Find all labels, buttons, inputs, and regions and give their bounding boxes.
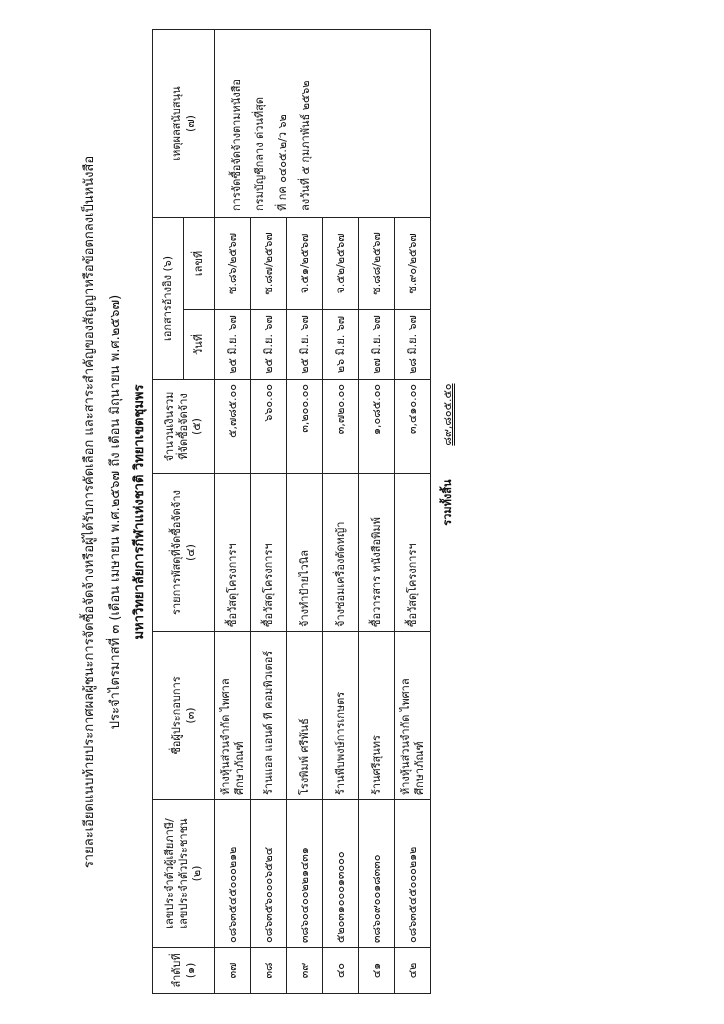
cell-ref-no: ซ.๘๖/๒๕๖๗ (215, 218, 251, 310)
cell-ref-no: ซ.๘๘/๒๕๖๗ (359, 218, 395, 310)
cell-taxid: ๐๘๖๓๕๔๕๐๐๐๒๑๒ (215, 800, 251, 948)
cell-amount: ๕,๗๘๕.๐๐ (215, 380, 251, 474)
col-header-amount: จำนวนเงินรวม ที่จัดซื้อจัดจ้าง (๕) (153, 380, 215, 474)
col-header-vendor: ชื่อผู้ประกอบการ (๓) (153, 632, 215, 800)
col-header-ref-date: วันที่ (184, 310, 215, 380)
cell-vendor: ห้างหุ้นส่วนจำกัด ไพศาลศึกษาภัณฑ์ (215, 632, 251, 800)
cell-ref-date: ๒๖ มิ.ย. ๖๗ (323, 310, 359, 380)
col-header-items: รายการพัสดุที่จัดซื้อจัดจ้าง (๔) (153, 474, 215, 632)
cell-taxid: ๕๒๐๓๑๐๐๐๑๓๐๐๐ (323, 800, 359, 948)
cell-vendor: โรงพิมพ์ ศรีพันธ์ (287, 632, 323, 800)
cell-reason (215, 30, 431, 218)
cell-ref-date: ๒๗ มิ.ย. ๖๗ (359, 310, 395, 380)
cell-seq: ๓๗ (215, 948, 251, 994)
cell-amount: ๖๖๐.๐๐ (251, 380, 287, 474)
cell-ref-date: ๒๕ มิ.ย. ๖๗ (251, 310, 287, 380)
total-row (431, 30, 466, 994)
cell-vendor: ร้านพีบพงษ์การเกษตร (323, 632, 359, 800)
cell-amount: ๑,๐๘๕.๐๐ (359, 380, 395, 474)
col-header-seq: ลำดับที่ (๑) (153, 948, 215, 994)
cell-seq: ๔๐ (323, 948, 359, 994)
cell-amount: ๓,๗๒๐.๐๐ (323, 380, 359, 474)
col-header-ref: เอกสารอ้างอิง (๖) (153, 218, 184, 380)
document-organization: มหาวิทยาลัยการกีฬาแห่งชาติ วิทยาเขตชุมพร (132, 384, 147, 640)
cell-items: ซื้อวารสาร หนังสือพิมพ์ (359, 474, 395, 632)
total-label: รวมทั้งสิ้น (441, 479, 455, 526)
cell-vendor: ห้างหุ้นส่วนจำกัด ไพศาลศึกษาภัณฑ์ (395, 632, 431, 800)
cell-amount: ๓,๔๑๐.๐๐ (395, 380, 431, 474)
total-value: ๘๙,๘๐๕.๕๐ (441, 383, 455, 446)
col-header-taxid: เลขประจำตัวผู้เสียภาษี/ เลขประจำตัวประชาชน (๒) (153, 800, 215, 948)
cell-ref-date: ๒๘ มิ.ย. ๖๗ (395, 310, 431, 380)
cell-ref-no: จ.๕๑/๒๕๖๗ (287, 218, 323, 310)
cell-vendor: ร้านแอล แอนด์ ที คอมพิวเตอร์ (251, 632, 287, 800)
cell-taxid: ๐๘๖๓๕๖๐๐๐๖๕๒๔ (251, 800, 287, 948)
reason-line: กรมบัญชีกลาง ด่วนที่สุด (253, 96, 267, 211)
cell-seq: ๓๘ (251, 948, 287, 994)
cell-ref-date: ๒๕ มิ.ย. ๖๗ (215, 310, 251, 380)
reason-line: ลงวันที่ ๕ กุมภาพันธ์ ๒๕๖๒ (299, 80, 313, 211)
cell-ref-date: ๒๕ มิ.ย. ๖๗ (287, 310, 323, 380)
cell-ref-no: จ.๕๒/๒๕๖๗ (323, 218, 359, 310)
reason-line: ที่ กค ๐๔๐๕.๒/ว ๖๒ (276, 114, 290, 211)
cell-items: จ้างซ่อมเครื่องตัดหญ้า (323, 474, 359, 632)
cell-ref-no: ซ.๙๐/๒๕๖๗ (395, 218, 431, 310)
reason-line: การจัดซื้อจัดจ้างตามหนังสือ (230, 78, 243, 211)
cell-ref-no: ซ.๘๗/๒๕๖๗ (251, 218, 287, 310)
procurement-table (152, 29, 465, 994)
cell-taxid: ๐๘๖๓๕๔๕๐๐๐๒๑๒ (395, 800, 431, 948)
cell-seq: ๔๒ (395, 948, 431, 994)
document-title: รายละเอียดแนบท้ายประกาศผลผู้ชนะการจัดซื้อจัดจ้างหรือผู้ได้รับการคัดเลือก และสาระสำคัญของสัญญาหรือข้อตกลงเป็นหนังสือ (82, 155, 97, 869)
cell-items: ซื้อวัสดุโครงการฯ (395, 474, 431, 632)
table-row (215, 30, 251, 994)
col-header-ref-no: เลขที่ (184, 218, 215, 310)
cell-items: ซื้อวัสดุโครงการฯ (215, 474, 251, 632)
cell-vendor: ร้านศรีสุนทร (359, 632, 395, 800)
cell-seq: ๔๑ (359, 948, 395, 994)
document-period: ประจำไตรมาสที่ ๓ (เดือน เมษายน พ.ศ.๒๕๖๗ ถึง เดือน มิถุนายน พ.ศ.๒๕๖๗) (108, 294, 123, 730)
cell-items: จ้างทำป้ายไวนิล (287, 474, 323, 632)
cell-taxid: ๓๘๖๐๙๐๐๑๘๓๓๐ (359, 800, 395, 948)
cell-items: ซื้อวัสดุโครงการฯ (251, 474, 287, 632)
cell-amount: ๓,๒๐๐.๐๐ (287, 380, 323, 474)
cell-taxid: ๓๘๖๐๔๐๐๒๒๑๔๓๑ (287, 800, 323, 948)
cell-seq: ๓๙ (287, 948, 323, 994)
col-header-reason: เหตุผลสนับสนุน (๗) (153, 30, 215, 218)
